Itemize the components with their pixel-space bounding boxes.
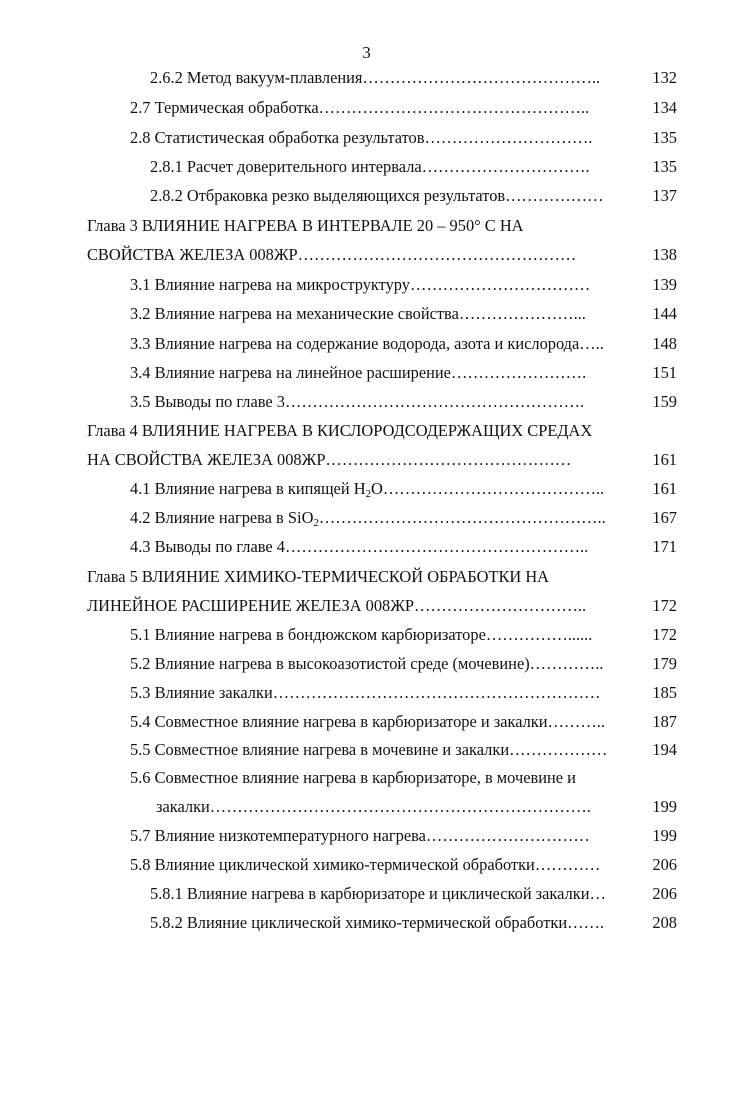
toc-entry-title: 2.8.1 Расчет доверительного интервала…………………………. <box>150 157 590 176</box>
page-number: 3 <box>362 43 371 62</box>
toc-entry <box>0 182 733 210</box>
toc-entry-title: 4.3 Выводы по главе 4……………………………………………….. <box>130 537 589 556</box>
toc-entry-title <box>130 475 638 503</box>
toc-entry-page: 134 <box>652 98 677 117</box>
toc-entry <box>0 822 733 850</box>
toc-entry-title: СВОЙСТВА ЖЕЛЕЗА 008ЖР…………………………………………… <box>87 245 577 264</box>
toc-chapter-heading <box>0 212 733 240</box>
toc-entry-title: 2.7 Термическая обработка………………………………………….. <box>130 98 590 117</box>
toc-entry-title-part: 4.2 Влияние нагрева в SiO <box>130 508 314 527</box>
toc-entry <box>0 330 733 358</box>
toc-entry-page: 138 <box>652 245 677 264</box>
toc-entry <box>0 533 733 561</box>
toc-entry-page: 185 <box>652 683 677 702</box>
toc-entry <box>0 621 733 649</box>
toc-entry-title: 5.4 Совместное влияние нагрева в карбюризаторе и закалки……….. <box>130 712 605 731</box>
toc-entry-page: 172 <box>652 625 677 644</box>
toc-entry-page: 179 <box>652 654 677 673</box>
toc-entry-page: 144 <box>652 304 677 323</box>
toc-entry-page: 167 <box>652 508 677 527</box>
toc-entry-title: 5.8.1 Влияние нагрева в карбюризаторе и циклической закалки… <box>150 884 606 903</box>
toc-entry-page: 187 <box>652 712 677 731</box>
toc-entry-page: 199 <box>652 826 677 845</box>
toc-entry-title: 5.5 Совместное влияние нагрева в мочевине и закалки……………… <box>130 740 608 759</box>
toc-entry <box>0 592 733 620</box>
toc-entry <box>0 124 733 152</box>
toc-entry <box>0 679 733 707</box>
toc-entry-page: 159 <box>652 392 677 411</box>
toc-entry-title: 3.3 Влияние нагрева на содержание водорода, азота и кислорода….. <box>130 334 604 353</box>
toc-entry-page: 135 <box>652 128 677 147</box>
toc-entry-heading <box>0 764 733 792</box>
toc-entry <box>0 241 733 269</box>
subscript: 2 <box>313 517 319 529</box>
toc-entry-page: 151 <box>652 363 677 382</box>
toc-entry-page: 148 <box>652 334 677 353</box>
toc-entry-page: 139 <box>652 275 677 294</box>
toc-entry <box>0 300 733 328</box>
toc-entry <box>0 64 733 92</box>
toc-entry <box>0 359 733 387</box>
toc-entry <box>0 475 733 503</box>
toc-entry <box>0 94 733 122</box>
toc-entry-page: 137 <box>652 186 677 205</box>
toc-entry <box>0 880 733 908</box>
toc-entry-title: 5.1 Влияние нагрева в бондюжском карбюризаторе……………...... <box>130 625 593 644</box>
subscript: 2 <box>365 488 372 500</box>
toc-chapter-heading <box>0 563 733 591</box>
toc-entry-title: 2.8.2 Отбраковка резко выделяющихся результатов……………… <box>150 186 604 205</box>
toc-entry-title: Глава 4 ВЛИЯНИЕ НАГРЕВА В КИСЛОРОДСОДЕРЖАЩИХ СРЕДАХ <box>87 421 593 440</box>
toc-entry-title: 3.1 Влияние нагрева на микроструктуру…………………………… <box>130 275 591 294</box>
toc-entry <box>0 388 733 416</box>
toc-entry-title: 3.4 Влияние нагрева на линейное расширение……………………. <box>130 363 587 382</box>
toc-entry <box>0 504 733 532</box>
toc-entry-title-part: 4.1 Влияние нагрева в кипящей H <box>130 479 366 498</box>
toc-entry-title: 5.8 Влияние циклической химико-термической обработки………… <box>130 855 601 874</box>
toc-entry-title: 5.3 Влияние закалки…………………………………………………… <box>130 683 601 702</box>
toc-entry <box>0 851 733 879</box>
toc-entry-title-part: …………………………………………….. <box>318 508 606 527</box>
toc-entry <box>0 909 733 937</box>
toc-entry-title: 5.7 Влияние низкотемпературного нагрева………………………… <box>130 826 590 845</box>
toc-entry-title: 3.5 Выводы по главе 3………………………………………………. <box>130 392 585 411</box>
toc-entry-title: НА СВОЙСТВА ЖЕЛЕЗА 008ЖР……………………………………… <box>87 450 572 469</box>
toc-entry-page: 194 <box>652 740 677 759</box>
toc-entry <box>0 736 733 764</box>
toc-entry-title: 2.8 Статистическая обработка результатов…………………………. <box>130 128 593 147</box>
toc-entry-title: закалки……………………………………………………………. <box>156 797 591 816</box>
toc-entry-title: 5.6 Совместное влияние нагрева в карбюризаторе, в мочевине и <box>130 768 576 787</box>
toc-entry-page: 135 <box>652 157 677 176</box>
toc-chapter-heading <box>0 417 733 445</box>
toc-entry-title: 2.6.2 Метод вакуум-плавления…………………………………….. <box>150 68 601 87</box>
toc-entry <box>0 153 733 181</box>
toc-entry-title: 5.2 Влияние нагрева в высокоазотистой среде (мочевине)………….. <box>130 654 604 673</box>
toc-entry-title: ЛИНЕЙНОЕ РАСШИРЕНИЕ ЖЕЛЕЗА 008ЖР………………………….. <box>87 596 587 615</box>
toc-entry-page: 161 <box>652 479 677 498</box>
toc-entry-title: 3.2 Влияние нагрева на механические свойства…………………... <box>130 304 586 323</box>
toc-entry-page: 206 <box>652 884 677 903</box>
toc-entry-title-part: O………………………………….. <box>371 479 605 498</box>
toc-entry-page: 172 <box>652 596 677 615</box>
toc-entry <box>0 708 733 736</box>
toc-entry <box>0 271 733 299</box>
toc-entry <box>0 793 733 821</box>
toc-entry-title: Глава 5 ВЛИЯНИЕ ХИМИКО-ТЕРМИЧЕСКОЙ ОБРАБОТКИ НА <box>87 567 550 586</box>
toc-entry-page: 161 <box>652 450 677 469</box>
toc-entry <box>0 650 733 678</box>
toc-entry <box>0 446 733 474</box>
toc-entry-page: 206 <box>652 855 677 874</box>
toc-entry-page: 171 <box>652 537 677 556</box>
toc-entry-page: 132 <box>652 68 677 87</box>
toc-entry-title <box>130 504 638 532</box>
toc-entry-page: 208 <box>652 913 677 932</box>
toc-entry-title: Глава 3 ВЛИЯНИЕ НАГРЕВА В ИНТЕРВАЛЕ 20 – 950° С НА <box>87 216 524 235</box>
toc-entry-page: 199 <box>652 797 677 816</box>
toc-entry-title: 5.8.2 Влияние циклической химико-термической обработки……. <box>150 913 604 932</box>
